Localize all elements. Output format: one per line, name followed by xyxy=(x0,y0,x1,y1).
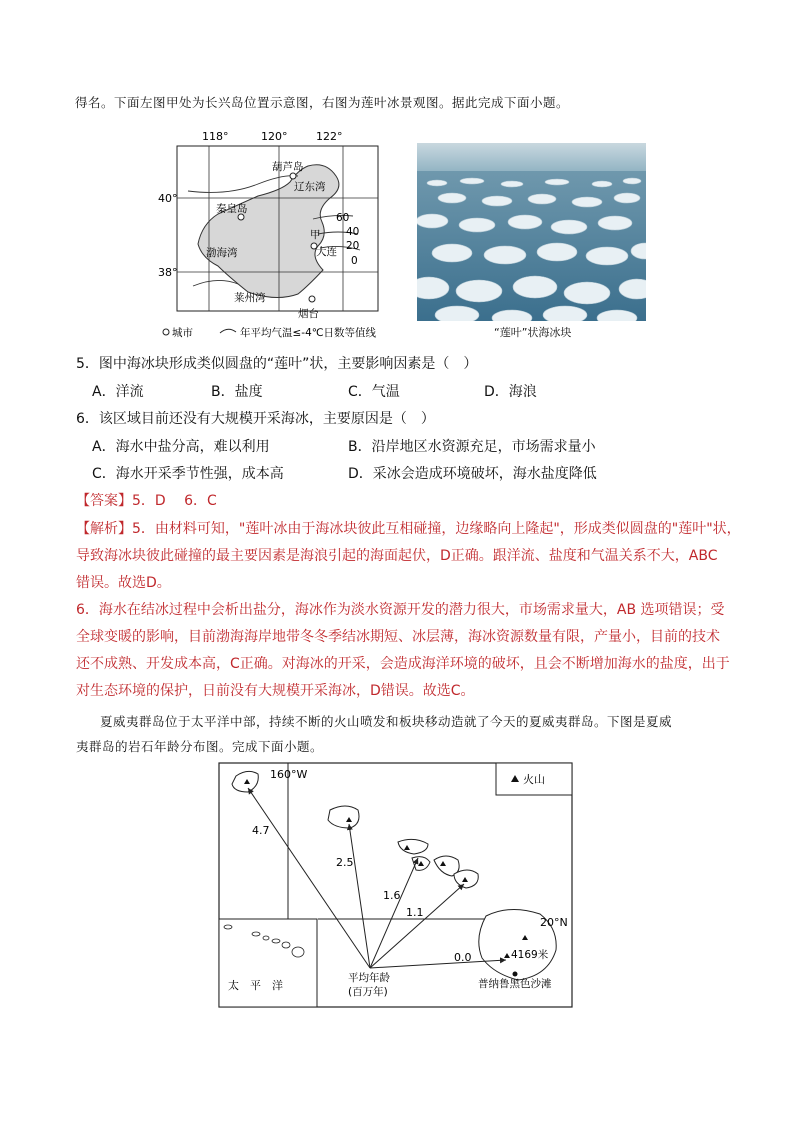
age-label: 1.1 xyxy=(406,906,424,919)
legend-city: 城市 xyxy=(172,327,193,339)
elevation-label: 4169米 xyxy=(511,949,549,961)
lon-label: 120° xyxy=(261,130,288,143)
analysis-line xyxy=(76,520,741,538)
answer-label: 【答案】 xyxy=(76,493,132,509)
place-label: 秦皇岛 xyxy=(216,203,248,215)
q6-option-a: A．海水中盐分高，难以利用 xyxy=(92,439,270,455)
lon-label: 160°W xyxy=(270,768,308,781)
contour-value: 40 xyxy=(346,226,360,238)
lon-label: 122° xyxy=(316,130,343,143)
analysis-text: 5．由材料可知，"莲叶冰由于海冰块彼此互相碰撞，边缘略向上隆起"，形成类似圆盘的"莲叶"状， xyxy=(132,521,741,537)
lat-label: 40° xyxy=(158,192,178,205)
origin-label: 平均年龄 xyxy=(348,972,390,984)
age-label: 2.5 xyxy=(336,856,354,869)
hawaii-intro: 夏威夷群岛位于太平洋中部，持续不断的火山喷发和板块移动造就了今天的夏威夷群岛。下图是夏威 xyxy=(100,714,673,729)
place-label: 葫芦岛 xyxy=(272,161,304,173)
age-label: 4.7 xyxy=(252,824,270,837)
contour-value: 60 xyxy=(336,212,350,224)
analysis-text: 对生态环境的保护，日前没有大规模开采海冰，D错误。故选C。 xyxy=(76,683,475,699)
age-label: 1.6 xyxy=(383,889,401,902)
island xyxy=(328,806,359,828)
answer-line xyxy=(76,492,217,510)
place-label: 烟台 xyxy=(298,308,319,320)
hawaii-intro: 夷群岛的岩石年龄分布图。完成下面小题。 xyxy=(76,739,324,754)
city-marker xyxy=(290,173,296,179)
pancake-ice-photo xyxy=(417,143,646,321)
q6-option-d: D．采冰会造成环境破坏，海水盐度降低 xyxy=(348,466,597,482)
age-label: 0.0 xyxy=(454,951,472,964)
hawaii-age-map xyxy=(218,762,575,1010)
q6-stem: 6．该区域目前还没有大规模开采海冰，主要原因是（ ） xyxy=(76,411,435,427)
legend-contour: 年平均气温≤-4℃日数等值线 xyxy=(240,327,377,339)
analysis-text: 导致海冰块彼此碰撞的最主要因素是海浪引起的海面起伏，D正确。跟洋流、盐度和气温关系不大，ABC xyxy=(76,548,718,564)
beach-label: 普纳鲁黑色沙滩 xyxy=(478,978,552,990)
answer-text: 5．D 6．C xyxy=(132,493,217,509)
place-label: 甲 xyxy=(310,229,321,241)
photo-caption: “莲叶”状海冰块 xyxy=(494,326,572,339)
analysis-text: 全球变暖的影响，目前渤海海岸地带冬冬季结冰期短、冰层薄，海冰资源数量有限，产量小，目前的技术 xyxy=(76,629,720,645)
place-label: 大连 xyxy=(316,246,337,258)
lat-label: 20°N xyxy=(540,916,568,929)
place-label: 莱州湾 xyxy=(234,292,266,304)
contour-value: 20 xyxy=(346,240,360,252)
q5-option-a: A．洋流 xyxy=(92,384,144,400)
analysis-label: 【解析】 xyxy=(76,521,132,537)
bohai-location-map xyxy=(158,126,410,342)
q5-option-c: C．气温 xyxy=(348,384,400,400)
place-label: 渤海湾 xyxy=(206,247,238,259)
q6-option-c: C．海水开采季节性强，成本高 xyxy=(92,466,284,482)
q5-option-b: B．盐度 xyxy=(211,384,263,400)
analysis-text: 错误。故选D。 xyxy=(76,575,171,591)
contour-value: 0 xyxy=(351,255,358,267)
lat-label: 38° xyxy=(158,266,178,279)
lon-label: 118° xyxy=(202,130,229,143)
analysis-text: 还不成熟、开发成本高，C正确。对海冰的开采，会造成海洋环境的破坏，且会不断增加海水的盐度，出于 xyxy=(76,656,730,672)
q5-stem: 5．图中海冰块形成类似圆盘的“莲叶”状，主要影响因素是（ ） xyxy=(76,356,478,372)
analysis-text: 6．海水在结冰过程中会析出盐分，海冰作为淡水资源开发的潜力很大，市场需求量大，AB 选项错误；受 xyxy=(76,602,725,618)
q5-option-d: D．海浪 xyxy=(484,384,537,400)
intro-text: 得名。下面左图甲处为长兴岛位置示意图，右图为莲叶冰景观图。据此完成下面小题。 xyxy=(75,95,570,110)
q6-option-b: B．沿岸地区水资源充足，市场需求量小 xyxy=(348,439,596,455)
legend-volcano-label: 火山 xyxy=(523,773,545,786)
ocean-label: 太 平 洋 xyxy=(228,979,283,992)
place-label: 辽东湾 xyxy=(294,181,326,193)
city-marker xyxy=(309,296,315,302)
origin-unit: (百万年) xyxy=(348,986,388,998)
